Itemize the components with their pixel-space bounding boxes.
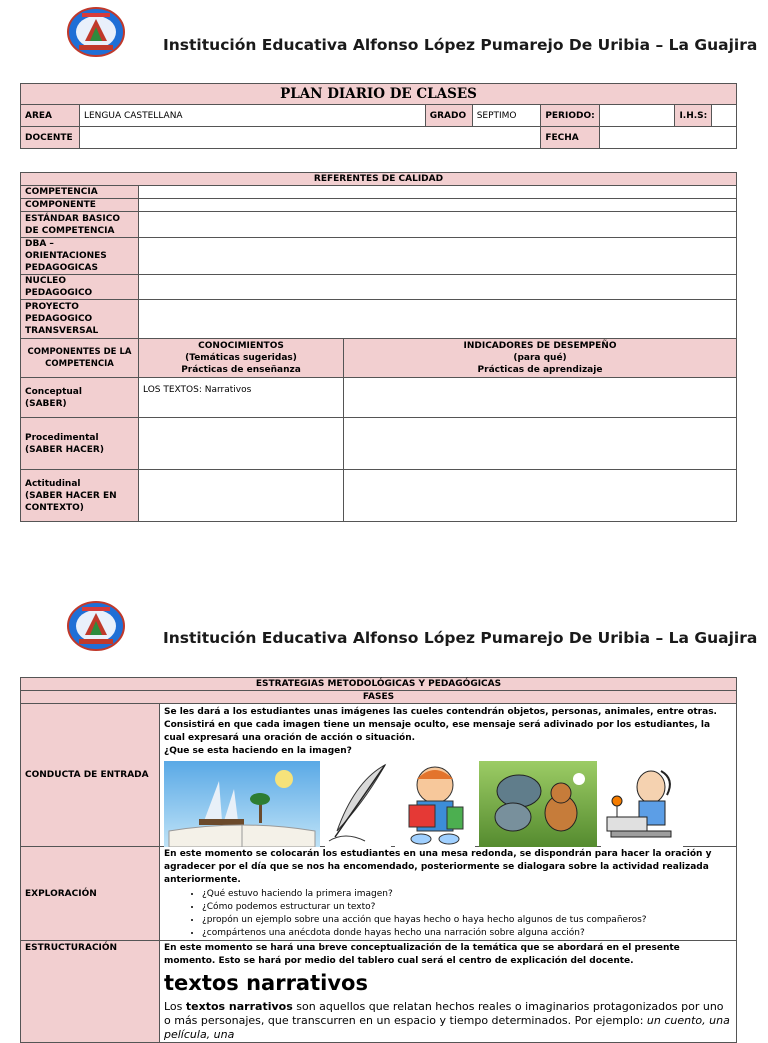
conocimiento-cell[interactable]: [139, 470, 344, 522]
grado-value[interactable]: SEPTIMO: [472, 105, 541, 127]
estructuracion-text: En este momento se hará una breve conceptualización de la temática que se abordará en el presente momento. Esto se hará por medio del tablero cual será el centro de explicación del docente.: [164, 943, 680, 966]
images-strip: [164, 758, 732, 846]
boy-reading-image: [395, 761, 475, 847]
indicador-cell[interactable]: [344, 418, 737, 470]
grado-label: GRADO: [425, 105, 472, 127]
quill-image: [325, 761, 391, 847]
area-label: AREA: [21, 105, 80, 127]
estructuracion-label: ESTRUCTURACIÓN: [21, 941, 160, 1043]
exploracion-content: [160, 847, 737, 941]
estrategias-title: ESTRATEGIAS METODOLÓGICAS Y PEDAGÓGICAS: [21, 678, 737, 691]
ref-value[interactable]: [139, 300, 737, 339]
col-componentes: COMPONENTES DE LA COMPETENCIA: [21, 339, 139, 378]
institution-title: Institución Educativa Alfonso López Pumarejo De Uribia – La Guajira: [163, 629, 758, 647]
ref-label: PROYECTO PEDAGOGICO TRANSVERSAL: [21, 300, 139, 339]
cat-mouse-image: [479, 761, 597, 847]
ihs-value[interactable]: [712, 105, 737, 127]
list-item: • ¿compártenos una anécdota donde hayas hecho una narración sobre alguna acción?: [202, 927, 732, 940]
ref-value[interactable]: [139, 212, 737, 238]
referentes-table: [20, 172, 737, 522]
plan-title: PLAN DIARIO DE CLASES: [280, 86, 477, 102]
plan-table: [20, 83, 737, 149]
indicador-cell[interactable]: [344, 378, 737, 418]
fecha-value[interactable]: [599, 127, 736, 149]
col-conocimientos: CONOCIMIENTOS (Temáticas sugeridas) Prácticas de enseñanza: [139, 339, 344, 378]
docente-value[interactable]: [79, 127, 540, 149]
estrategias-table: [20, 677, 737, 1043]
section-heading: textos narrativos: [164, 971, 368, 995]
indicador-cell[interactable]: [344, 470, 737, 522]
fecha-label: FECHA: [541, 127, 599, 149]
periodo-value[interactable]: [599, 105, 675, 127]
conducta-content: [160, 704, 737, 847]
comp-label-procedimental: Procedimental (SABER HACER): [21, 418, 139, 470]
journalist-image: [601, 761, 683, 847]
ref-value[interactable]: [139, 238, 737, 275]
ref-value[interactable]: [139, 199, 737, 212]
school-logo: [67, 601, 125, 655]
ref-value[interactable]: [139, 186, 737, 199]
school-logo: [67, 7, 125, 61]
definition-paragraph: Los textos narrativos son aquellos que relatan hechos reales o imaginarios protagonizados por uno o más personajes, que transcurren en un espacio y tiempo determinados. Por ejemplo: un cuento, una película, una: [164, 1000, 730, 1041]
area-value[interactable]: LENGUA CASTELLANA: [79, 105, 425, 127]
docente-label: DOCENTE: [21, 127, 80, 149]
comp-label-actitudinal: Actitudinal (SABER HACER EN CONTEXTO): [21, 470, 139, 522]
ref-label: ESTÁNDAR BASICO DE COMPETENCIA: [21, 212, 139, 238]
exploracion-questions: [164, 888, 732, 940]
periodo-label: PERIODO:: [541, 105, 599, 127]
conocimiento-cell[interactable]: [139, 418, 344, 470]
institution-title: Institución Educativa Alfonso López Pumarejo De Uribia – La Guajira: [163, 36, 758, 54]
ref-value[interactable]: [139, 275, 737, 300]
conducta-text: Se les dará a los estudiantes unas imágenes las cueles contendrán objetos, personas, animales, entre otras. Consistirá en que cada imagen tiene un mensaje oculto, ese mensaje será adivinado por los estudiantes, la cual expresará una oración de acción o situación.: [164, 707, 717, 743]
list-item: • ¿Cómo podemos estructurar un texto?: [202, 901, 732, 914]
ref-label: NUCLEO PEDAGOGICO: [21, 275, 139, 300]
ref-label: COMPETENCIA: [21, 186, 139, 199]
list-item: • ¿Qué estuvo haciendo la primera imagen?: [202, 888, 732, 901]
exploracion-text: En este momento se colocarán los estudiantes en una mesa redonda, se dispondrán para hacer la oración y agradecer por el día que se nos ha encomendado, posteriormente se dialogara sobre la actividad realizada anteriormente.: [164, 849, 712, 885]
book-ship-image: [164, 761, 320, 847]
conocimiento-cell[interactable]: LOS TEXTOS: Narrativos: [139, 378, 344, 418]
exploracion-label: EXPLORACIÓN: [21, 847, 160, 941]
comp-label-conceptual: Conceptual (SABER): [21, 378, 139, 418]
ref-label: DBA – ORIENTACIONES PEDAGOGICAS: [21, 238, 139, 275]
list-item: • ¿propón un ejemplo sobre una acción que hayas hecho o haya hecho algunos de tus compañeros?: [202, 914, 732, 927]
fases-header: FASES: [21, 691, 737, 704]
estructuracion-content: [160, 941, 737, 1043]
ihs-label: I.H.S:: [675, 105, 712, 127]
conducta-question: ¿Que se esta haciendo en la imagen?: [164, 746, 352, 756]
ref-label: COMPONENTE: [21, 199, 139, 212]
col-indicadores: INDICADORES DE DESEMPEÑO (para qué) Prácticas de aprendizaje: [344, 339, 737, 378]
conducta-label: CONDUCTA DE ENTRADA: [21, 704, 160, 847]
referentes-title: REFERENTES DE CALIDAD: [21, 173, 737, 186]
